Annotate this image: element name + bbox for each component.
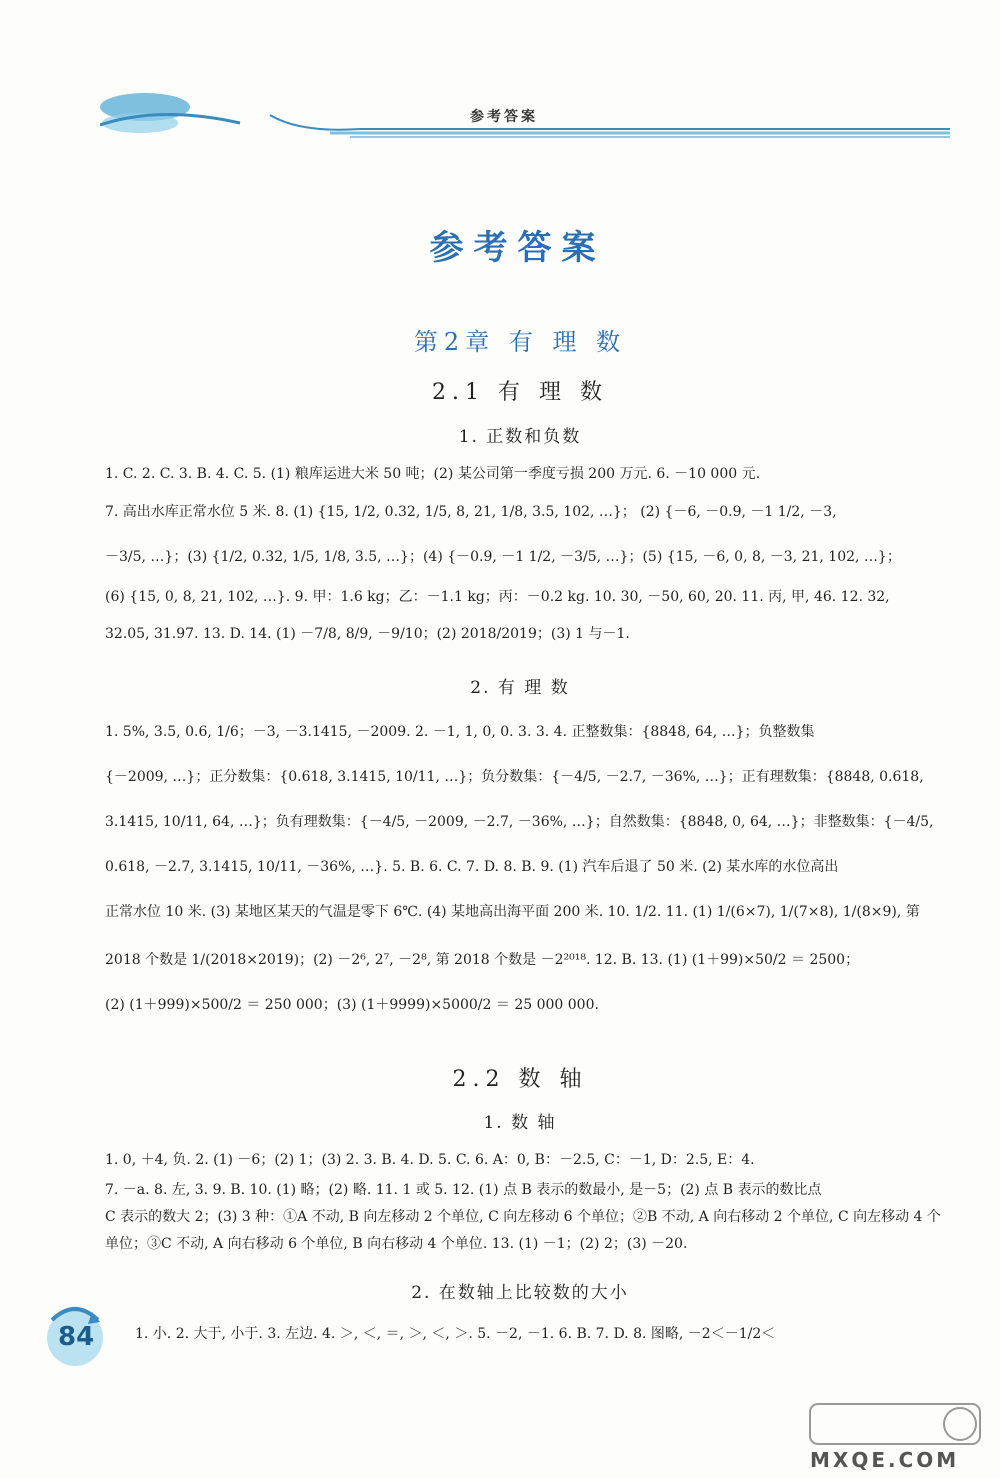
answer-line: (6) {15, 0, 8, 21, 102, …}. 9. 甲：1.6 kg；乙：－1.1 kg；丙：－0.2 kg. 10. 30, －50, 60, 20. 11. 丙, 甲, 46. 12. 32, xyxy=(105,589,890,605)
answer-line: 2018 个数是 1/(2018×2019)；(2) －2⁶, 2⁷, －2⁸, 第 2018 个数是 －2²⁰¹⁸. 12. B. 13. (1) (1＋99)×50/2 ＝ 2500； xyxy=(105,952,860,968)
watermark-text: MXQE.COM xyxy=(810,1448,960,1472)
answer-line: 1. 0, ＋4, 负. 2. (1) －6；(2) 1；(3) 2. 3. B. 4. D. 5. C. 6. A：0, B：－2.5, C：－1, D：2.5, E：4. xyxy=(105,1152,755,1168)
section-title: 2.2 数 轴 xyxy=(452,1067,588,1092)
answer-line: C 表示的数大 2；(3) 3 种：①A 不动, B 向左移动 2 个单位, C 向左移动 6 个单位；②B 不动, A 向右移动 2 个单位, C 向左移动 4 个 xyxy=(105,1209,941,1225)
answer-line: 1. 小. 2. 大于, 小于. 3. 左边. 4. ＞, ＜, ＝, ＞, ＜, ＞. 5. －2, －1. 6. B. 7. D. 8. 图略, －2＜－1/2＜ xyxy=(135,1326,776,1342)
answer-line: {－2009, …}；正分数集：{0.618, 3.1415, 10/11, …}；负分数集：{－4/5, －2.7, －36%, …}；正有理数集：{8848, 0.618, xyxy=(105,769,924,785)
subsection-title: 1. 数 轴 xyxy=(483,1113,557,1133)
answer-line: 单位；③C 不动, A 向右移动 6 个单位, B 向右移动 4 个单位. 13. (1) －1；(2) 2；(3) －20. xyxy=(105,1236,688,1252)
answer-line: 1. 5%, 3.5, 0.6, 1/6；－3, －3.1415, －2009. 2. －1, 1, 0, 0. 3. 3. 4. 正整数集：{8848, 64, …}；负整数集 xyxy=(105,724,815,740)
answer-line: (2) (1＋999)×500/2 ＝ 250 000；(3) (1＋9999)×5000/2 ＝ 25 000 000. xyxy=(105,997,599,1013)
section-title: 2.1 有 理 数 xyxy=(432,380,608,405)
answer-line: 7. 高出水库正常水位 5 米. 8. (1) {15, 1/2, 0.32, 1/5, 8, 21, 1/8, 3.5, 102, …}； (2) {－6, －0.9, －1 1/2, －3, xyxy=(105,504,837,520)
answer-line: 0.618, －2.7, 3.1415, 10/11, －36%, …}. 5. B. 6. C. 7. D. 8. B. 9. (1) 汽车后退了 50 米. (2) 某水库的水位高出 xyxy=(105,859,839,875)
answer-line: 正常水位 10 米. (3) 某地区某天的气温是零下 6℃. (4) 某地高出海平面 200 米. 10. 1/2. 11. (1) 1/(6×7), 1/(7×8), 1/(8×9), 第 xyxy=(105,904,920,920)
answer-line: 7. －a. 8. 左, 3. 9. B. 10. (1) 略；(2) 略. 11. 1 或 5. 12. (1) 点 B 表示的数最小, 是－5；(2) 点 B 表示的数比点 xyxy=(105,1182,822,1198)
answer-line: 3.1415, 10/11, 64, …}；负有理数集：{－4/5, －2009, －2.7, －36%, …}；自然数集：{8848, 0, 64, …}；非整数集：{－4/5, xyxy=(105,814,934,830)
answer-line: 1. C. 2. C. 3. B. 4. C. 5. (1) 粮库运进大米 50 吨；(2) 某公司第一季度亏损 200 万元. 6. －10 000 元. xyxy=(105,466,761,482)
answer-line: 32.05, 31.97. 13. D. 14. (1) －7/8, 8/9, －9/10；(2) 2018/2019；(3) 1 与－1. xyxy=(105,626,630,642)
answer-line: －3/5, …}；(3) {1/2, 0.32, 1/5, 1/8, 3.5, …}；(4) {－0.9, －1 1/2, －3/5, …}；(5) {15, －6, 0, 8, －3, 21, 102, …}； xyxy=(105,549,901,565)
page-number: 84 xyxy=(58,1322,95,1352)
subsection-title: 2. 在数轴上比较数的大小 xyxy=(411,1283,629,1303)
subsection-title: 2. 有 理 数 xyxy=(470,678,570,698)
chapter-title: 第2章 有 理 数 xyxy=(413,328,627,356)
subsection-title: 1. 正数和负数 xyxy=(458,427,582,447)
running-header: 参考答案 xyxy=(470,109,538,125)
page-title: 参考答案 xyxy=(429,228,606,268)
